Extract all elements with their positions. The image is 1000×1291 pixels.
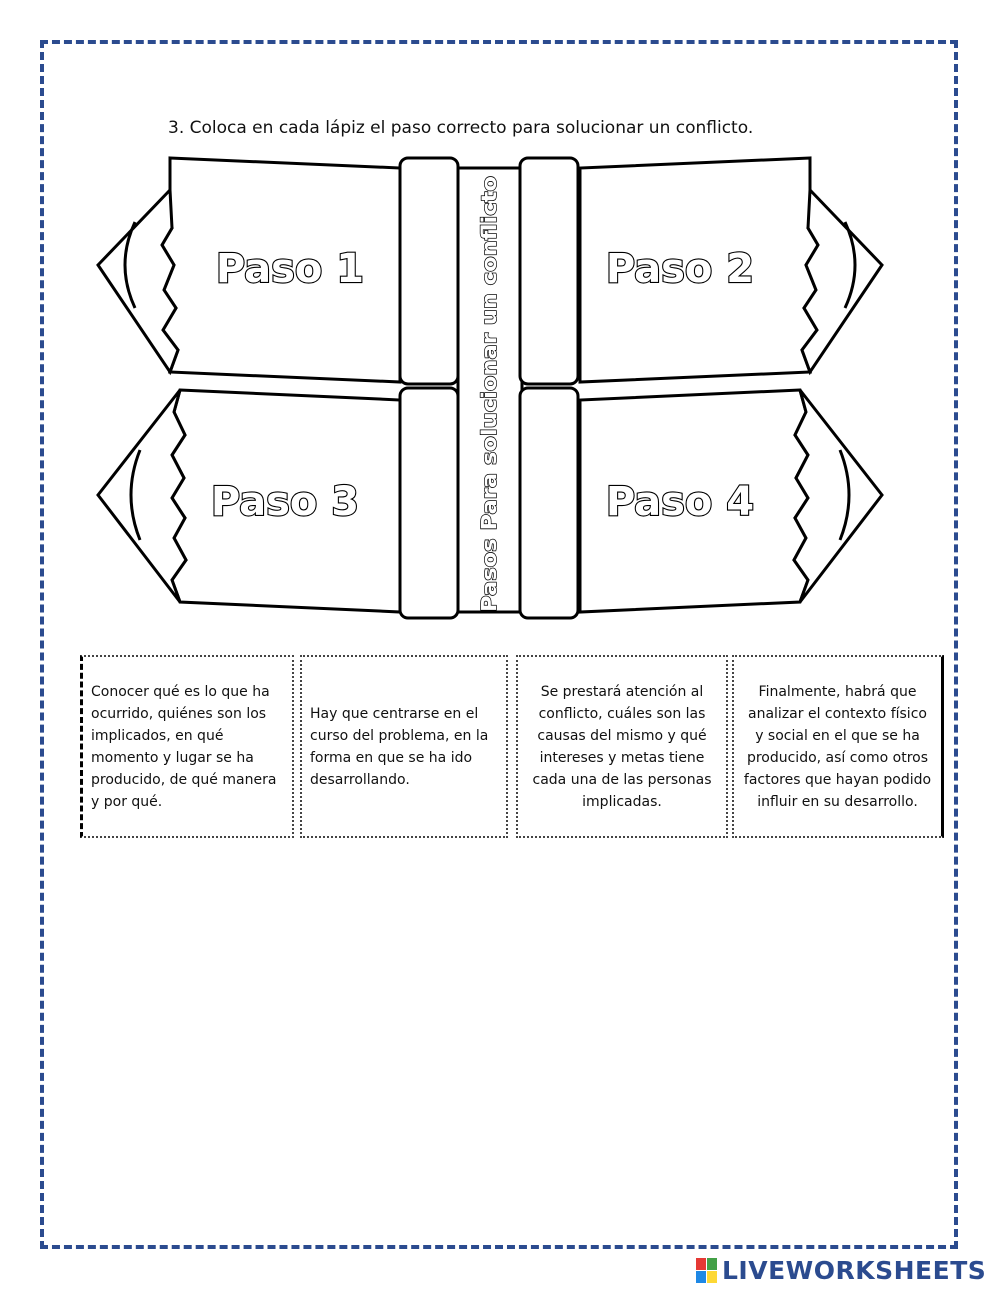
step-1-label: Paso 1	[215, 246, 365, 292]
pencil-step-1[interactable]	[98, 158, 400, 382]
pencil-step-4[interactable]	[580, 390, 882, 612]
pencil-step-3[interactable]	[98, 390, 400, 612]
instruction-text: 3. Coloca en cada lápiz el paso correcto para solucionar un conflicto.	[168, 118, 754, 138]
step-card[interactable]	[516, 655, 728, 838]
spine-title: Pasos Para solucionar un conflicto	[477, 226, 501, 612]
step-card[interactable]	[80, 655, 294, 838]
liveworksheets-brand	[696, 1256, 986, 1285]
brand-name: LIVEWORKSHEETS	[722, 1256, 987, 1285]
binding-band	[400, 158, 578, 618]
step-card[interactable]	[732, 655, 944, 838]
step-card-text: Finalmente, habrá que analizar el contexto físico y social en el que se ha producido, así como otros factores que hayan podido influir en su desarrollo.	[743, 683, 932, 810]
step-cards	[80, 655, 946, 840]
pencil-step-2[interactable]	[580, 158, 882, 382]
step-2-label: Paso 2	[605, 246, 755, 292]
step-3-label: Paso 3	[210, 479, 360, 525]
step-4-label: Paso 4	[605, 479, 755, 525]
step-card-text: Conocer qué es lo que ha ocurrido, quiénes son los implicados, en qué momento y lugar se ha producido, de qué manera y por qué.	[91, 683, 277, 810]
liveworksheets-logo-icon	[696, 1258, 718, 1284]
step-card-text: Hay que centrarse en el curso del problema, en la forma en que se ha ido desarrollando.	[310, 705, 489, 788]
pencils-illustration	[90, 150, 890, 630]
step-card[interactable]	[300, 655, 508, 838]
step-card-text: Se prestará atención al conflicto, cuáles son las causas del mismo y qué intereses y metas tiene cada una de las personas implicadas.	[532, 683, 712, 810]
